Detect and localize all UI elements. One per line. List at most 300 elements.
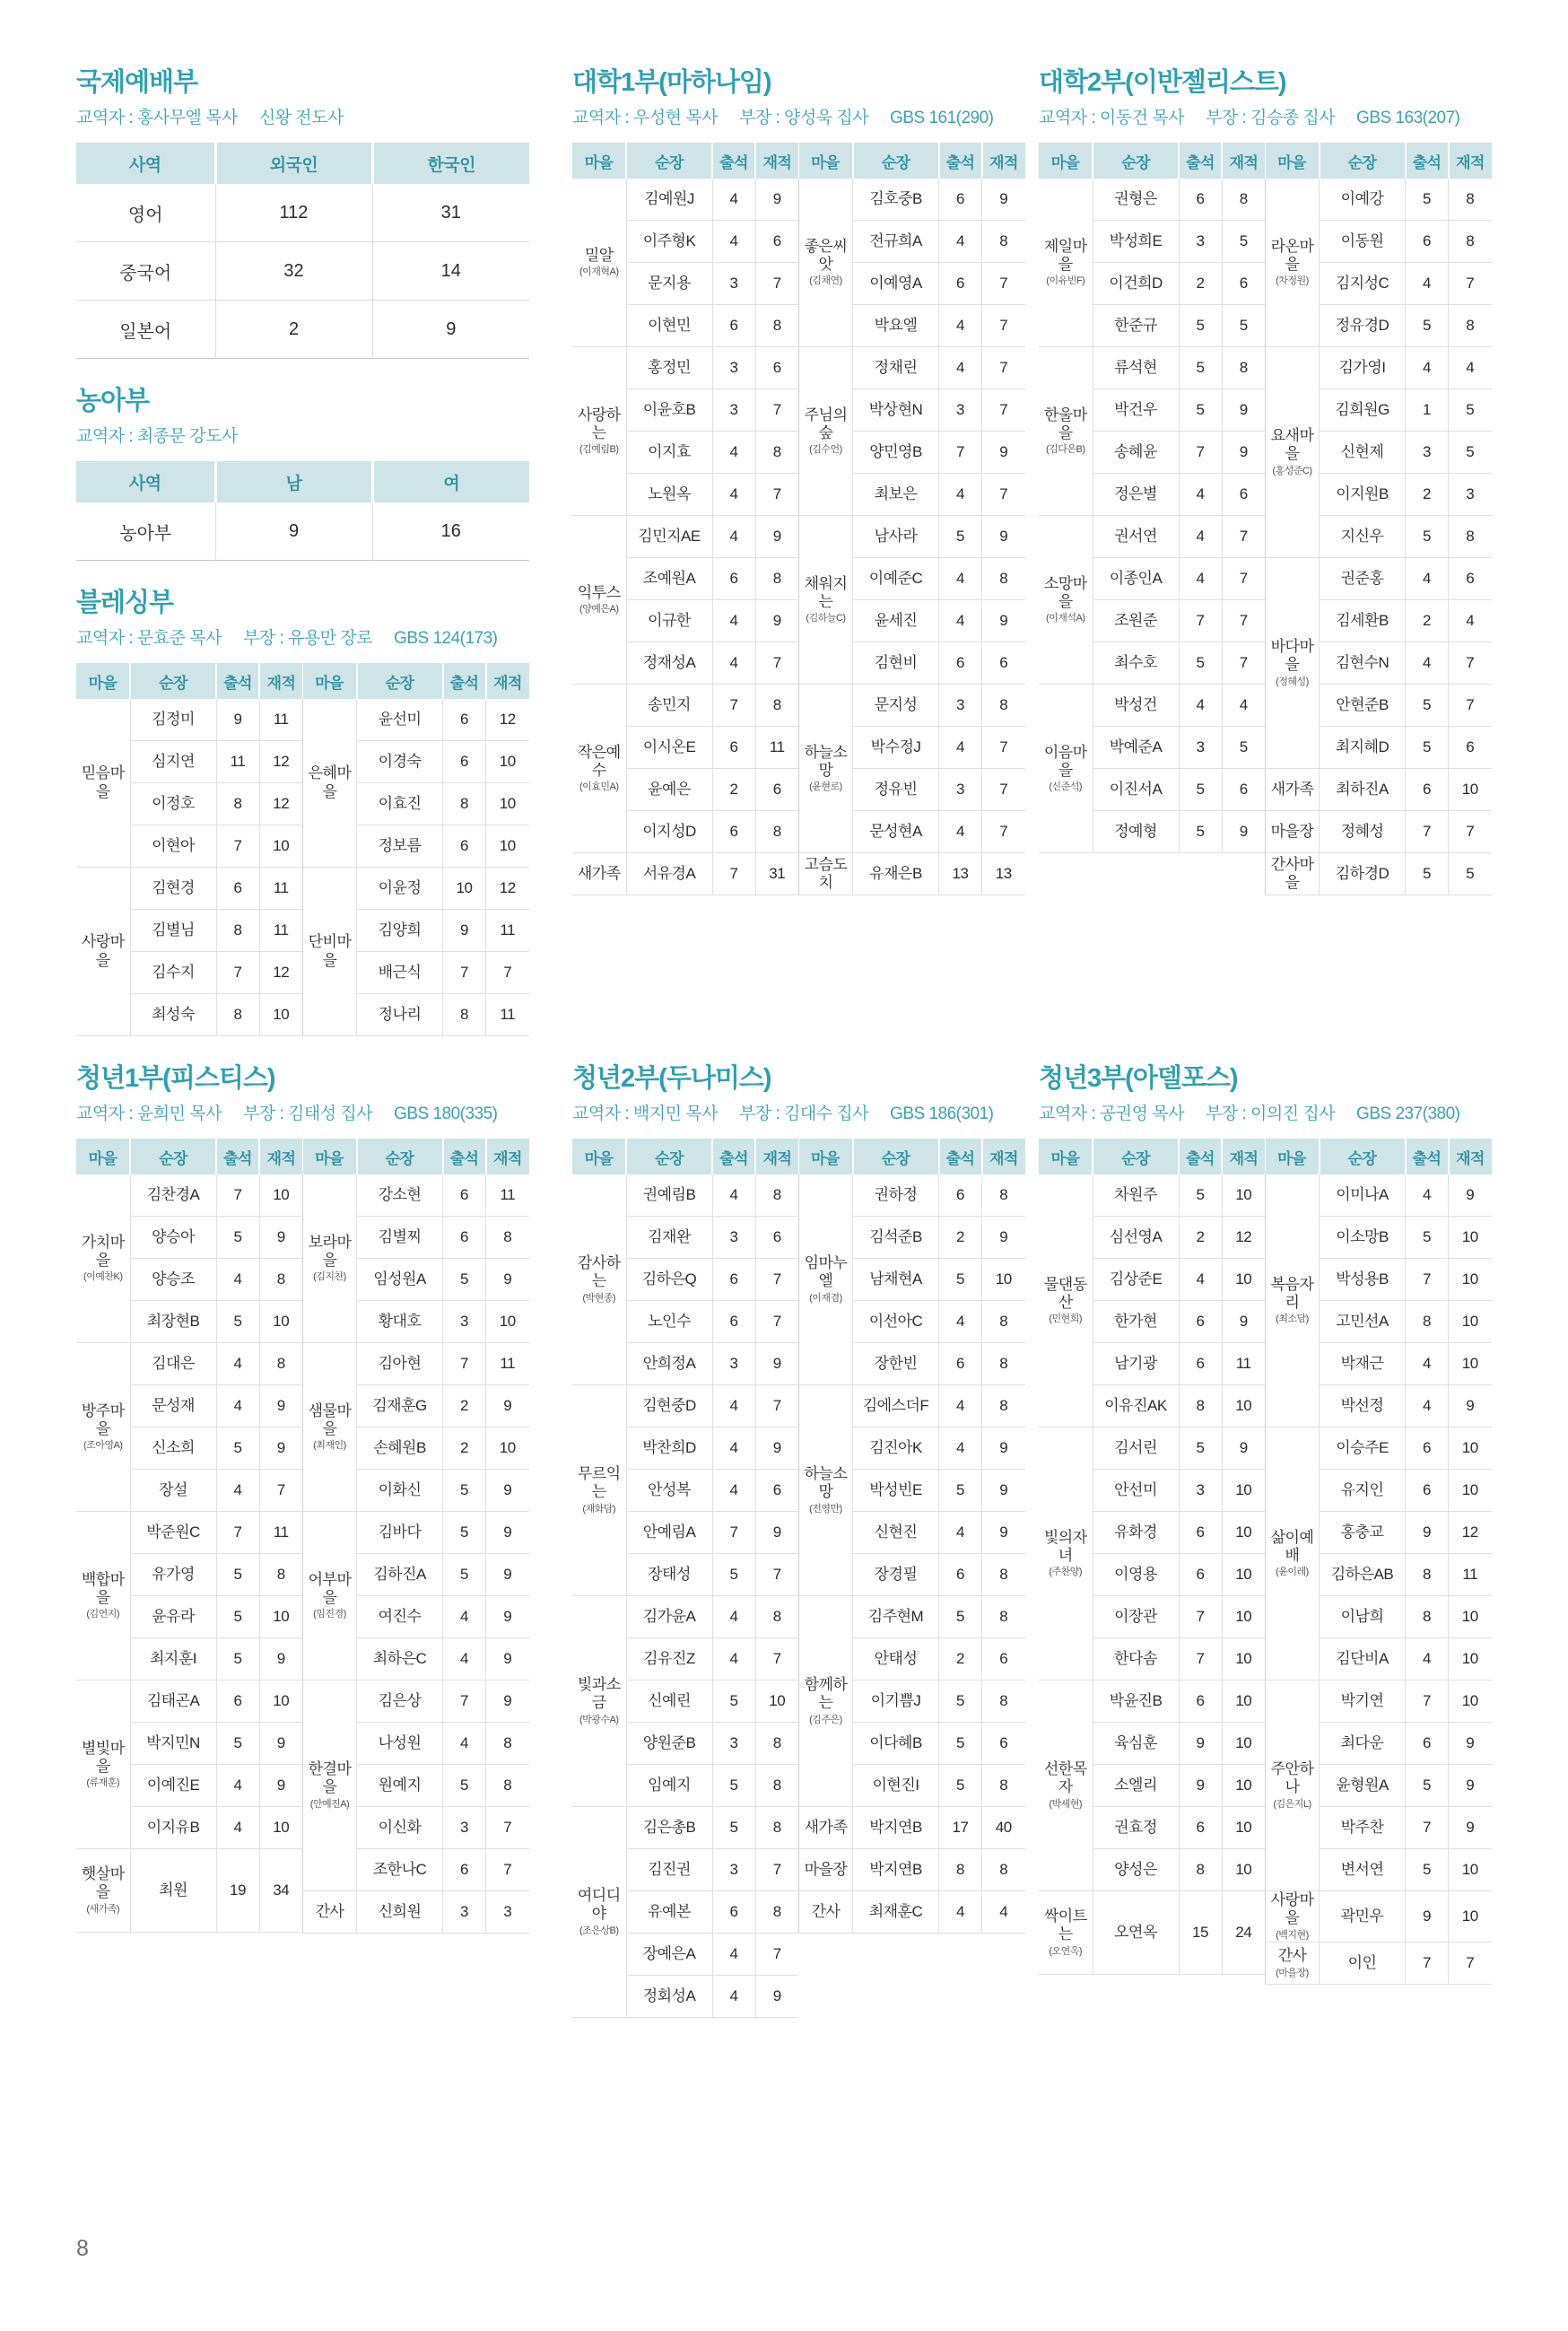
enrollment-count: 9	[1449, 1723, 1492, 1765]
enrollment-count: 9	[259, 1385, 302, 1427]
village-name: 간사	[1277, 1947, 1307, 1965]
village-name: 선한목자	[1043, 1760, 1087, 1796]
leader-name: 김현경	[130, 868, 216, 910]
member-row	[799, 1174, 1025, 1217]
leader-name: 이진서A	[1093, 769, 1179, 811]
enrollment-count: 10	[1449, 1596, 1492, 1638]
attendance-count: 7	[1406, 1681, 1449, 1723]
gbs-half-right	[1265, 1139, 1492, 1985]
header-row	[76, 663, 302, 699]
enrollment-count: 7	[982, 305, 1025, 347]
column-header: 출석	[216, 1139, 259, 1174]
village-name: 은혜마을	[308, 764, 352, 800]
village-leader: (김연지)	[86, 1609, 120, 1620]
village-leader: (김은지L)	[1273, 1798, 1311, 1810]
attendance-count: 5	[443, 1554, 486, 1596]
attendance-count: 4	[712, 221, 755, 263]
count-cell: 32	[215, 242, 372, 301]
leader-name: 권효정	[1093, 1807, 1179, 1849]
attendance-count: 5	[443, 1512, 486, 1554]
enrollment-count: 10	[1449, 1849, 1492, 1891]
attendance-count: 13	[939, 853, 982, 895]
leader-name: 문지용	[626, 263, 712, 305]
village-name: 믿음마을	[81, 764, 125, 800]
header-row	[76, 1139, 302, 1174]
section-title: 국제예배부	[76, 68, 198, 97]
village-cell	[303, 1891, 357, 1934]
member-row	[1266, 1891, 1492, 1942]
enrollment-count: 7	[755, 642, 798, 685]
village-leader: (차정원)	[1276, 275, 1309, 287]
village-cell	[303, 1174, 357, 1343]
column-header: 순장	[853, 1139, 939, 1174]
leader-name: 이미나A	[1320, 1174, 1406, 1217]
leader-name: 김희원G	[1320, 389, 1406, 432]
attendance-count: 4	[712, 1385, 755, 1427]
member-row	[799, 1385, 1025, 1427]
attendance-count: 5	[443, 1765, 486, 1807]
leader-name: 소엘리	[1093, 1765, 1179, 1807]
village-name: 가치마을	[81, 1233, 125, 1269]
leader-name: 박기연	[1320, 1681, 1406, 1723]
leader-name: 홍충교	[1320, 1512, 1406, 1554]
leader-name: 정회성A	[626, 1976, 712, 2018]
village-leader: (이재석A)	[1045, 613, 1085, 624]
attendance-count: 9	[1406, 1891, 1449, 1942]
attendance-count: 6	[1406, 1470, 1449, 1512]
enrollment-count: 9	[755, 1512, 798, 1554]
village-cell	[799, 1849, 853, 1891]
attendance-count: 10	[443, 868, 486, 910]
enrollment-count: 8	[1222, 347, 1265, 389]
enrollment-count: 7	[1449, 811, 1492, 853]
enrollment-count: 4	[1222, 685, 1265, 727]
attendance-count: 4	[216, 1807, 259, 1849]
column-header: 재적	[755, 1139, 798, 1174]
enrollment-count: 7	[982, 263, 1025, 305]
enrollment-count: 8	[755, 1891, 798, 1934]
leader-name: 남사라	[853, 516, 939, 558]
enrollment-count: 9	[982, 516, 1025, 558]
attendance-count: 8	[216, 994, 259, 1036]
attendance-count: 6	[1179, 1343, 1222, 1385]
village-leader: (류재훈)	[86, 1777, 120, 1789]
leader-name: 이현민	[626, 305, 712, 347]
village-leader: (윤현로)	[809, 781, 842, 793]
section-youth2	[572, 1063, 1025, 2018]
enrollment-count: 10	[1222, 1681, 1265, 1723]
member-row	[1039, 1681, 1265, 1723]
attendance-count: 5	[1179, 769, 1222, 811]
leader-name: 홍정민	[626, 347, 712, 389]
leader-name: 차원주	[1093, 1174, 1179, 1217]
enrollment-count: 7	[982, 347, 1025, 389]
leader-name: 한가현	[1093, 1301, 1179, 1343]
leader-name: 김예원J	[626, 179, 712, 221]
attendance-count: 4	[939, 305, 982, 347]
row-label: 중국어	[76, 242, 215, 301]
village-name: 여디디야	[577, 1887, 621, 1923]
column-header: 마을	[1039, 143, 1093, 179]
attendance-count: 7	[443, 1343, 486, 1385]
leader-name: 나성원	[357, 1723, 443, 1765]
village-name: 임마누엘	[804, 1254, 848, 1290]
section-college2	[1039, 67, 1492, 895]
attendance-count: 7	[1179, 600, 1222, 642]
village-cell	[572, 685, 626, 853]
enrollment-count: 12	[1222, 1217, 1265, 1259]
attendance-count: 8	[1179, 1849, 1222, 1891]
village-name: 채워지는	[804, 574, 848, 610]
attendance-summary-table	[76, 143, 529, 359]
attendance-count: 7	[216, 1512, 259, 1554]
leader-name: 양승조	[130, 1259, 216, 1301]
village-cell	[76, 1681, 130, 1849]
section-youth3	[1039, 1063, 1492, 1985]
attendance-count: 7	[443, 1681, 486, 1723]
leader-name: 신희원	[357, 1891, 443, 1934]
leader-name: 임성원A	[357, 1259, 443, 1301]
village-cell	[572, 516, 626, 685]
header-row	[303, 663, 529, 699]
enrollment-count: 8	[259, 1554, 302, 1596]
attendance-count: 7	[1406, 1942, 1449, 1984]
village-name: 방주마을	[81, 1401, 125, 1437]
attendance-count: 3	[712, 263, 755, 305]
leader-name: 심지연	[130, 741, 216, 783]
enrollment-count: 8	[259, 1343, 302, 1385]
leader-name: 조원준	[1093, 600, 1179, 642]
member-row	[572, 1174, 798, 1217]
village-cell	[799, 685, 853, 853]
enrollment-count: 10	[259, 1681, 302, 1723]
attendance-count: 4	[712, 1596, 755, 1638]
enrollment-count: 5	[1222, 305, 1265, 347]
attendance-count: 3	[939, 685, 982, 727]
enrollment-count: 8	[982, 1301, 1025, 1343]
attendance-count: 4	[939, 221, 982, 263]
leader-name: 김아현	[357, 1343, 443, 1385]
leader-name: 유지인	[1320, 1470, 1406, 1512]
village-cell	[572, 1596, 626, 1807]
leader-name: 최하은C	[357, 1638, 443, 1681]
enrollment-count: 9	[1222, 811, 1265, 853]
enrollment-count: 10	[259, 1301, 302, 1343]
attendance-count: 5	[1406, 1849, 1449, 1891]
attendance-count: 6	[1179, 1681, 1222, 1723]
leader-name: 박지민N	[130, 1723, 216, 1765]
enrollment-count: 10	[1449, 769, 1492, 811]
blessing-table-mount	[76, 663, 529, 1036]
leader-name: 이주형K	[626, 221, 712, 263]
leader-name: 오연옥	[1093, 1891, 1179, 1975]
enrollment-count: 9	[486, 1512, 529, 1554]
leader-name: 신소희	[130, 1427, 216, 1470]
attendance-count: 7	[1179, 432, 1222, 474]
village-leader: (주찬양)	[1049, 1567, 1083, 1578]
attendance-count: 4	[1406, 558, 1449, 600]
enrollment-count: 8	[982, 1554, 1025, 1596]
leader-name: 한준규	[1093, 305, 1179, 347]
leader-name: 김에스더F	[853, 1385, 939, 1427]
leader-name: 장태성	[626, 1554, 712, 1596]
attendance-count: 3	[443, 1891, 486, 1934]
attendance-count: 5	[712, 1554, 755, 1596]
leader-name: 최장현B	[130, 1301, 216, 1343]
enrollment-count: 10	[1222, 1259, 1265, 1301]
attendance-count: 5	[939, 1765, 982, 1807]
village-name: 사랑하는	[577, 406, 621, 441]
column-header: 순장	[130, 663, 216, 699]
attendance-count: 7	[443, 952, 486, 994]
enrollment-count: 7	[755, 1259, 798, 1301]
gbs-table	[572, 1139, 1025, 2018]
village-leader: (마을장)	[1276, 1967, 1309, 1978]
column-header: 출석	[1179, 143, 1222, 179]
village-leader: (김채연)	[809, 275, 842, 287]
attendance-count: 9	[1179, 1723, 1222, 1765]
leader-name: 심선영A	[1093, 1217, 1179, 1259]
member-row	[572, 347, 798, 389]
leader-name: 김지성C	[1320, 263, 1406, 305]
village-cell	[1266, 1942, 1320, 1984]
leader-name: 이예준C	[853, 558, 939, 600]
leader-name: 김재훈G	[357, 1385, 443, 1427]
section-meta	[572, 1103, 1025, 1126]
attendance-count: 4	[712, 179, 755, 221]
attendance-count: 5	[216, 1301, 259, 1343]
column-header: 순장	[626, 143, 712, 179]
village-leader: (민현희)	[1049, 1314, 1083, 1325]
enrollment-count: 9	[486, 1681, 529, 1723]
international-table-mount	[76, 143, 529, 359]
village-leader: (전영만)	[809, 1503, 842, 1515]
leader-name: 이경숙	[357, 741, 443, 783]
village-name: 밀알	[584, 246, 614, 264]
attendance-summary-table	[76, 461, 529, 561]
enrollment-count: 6	[755, 347, 798, 389]
enrollment-count: 6	[1222, 263, 1265, 305]
attendance-count: 7	[1179, 1596, 1222, 1638]
enrollment-count: 12	[486, 868, 529, 910]
gbs-half-right	[798, 143, 1025, 895]
column-header: 마을	[1039, 1139, 1093, 1174]
count-cell: 14	[372, 242, 529, 301]
attendance-count: 5	[1179, 1427, 1222, 1470]
village-name: 주님의숲	[804, 406, 848, 441]
column-header: 마을	[1266, 143, 1320, 179]
attendance-count: 6	[443, 1849, 486, 1891]
leader-name: 강소현	[357, 1174, 443, 1217]
village-name: 주안하나	[1270, 1760, 1314, 1796]
section-meta-item: 신왕 전도사	[258, 109, 344, 127]
attendance-count: 4	[712, 474, 755, 516]
attendance-count: 4	[1406, 1638, 1449, 1681]
gbs-half-right	[1265, 143, 1492, 895]
enrollment-count: 11	[259, 868, 302, 910]
attendance-count: 7	[216, 952, 259, 994]
village-name: 무르익는	[577, 1465, 621, 1501]
village-cell	[1039, 685, 1093, 853]
member-row	[799, 347, 1025, 389]
attendance-count: 4	[712, 1638, 755, 1681]
attendance-count: 4	[939, 558, 982, 600]
leader-name: 유가영	[130, 1554, 216, 1596]
leader-name: 유예본	[626, 1891, 712, 1934]
leader-name: 권서연	[1093, 516, 1179, 558]
village-name: 어부마을	[308, 1570, 352, 1606]
village-leader: (이재겸)	[809, 1292, 842, 1304]
village-cell	[1266, 769, 1320, 811]
column-header: 남	[215, 461, 372, 502]
enrollment-count: 9	[259, 1765, 302, 1807]
enrollment-count: 12	[259, 952, 302, 994]
leader-name: 이예강	[1320, 179, 1406, 221]
enrollment-count: 24	[1222, 1891, 1265, 1975]
leader-name: 정유빈	[853, 769, 939, 811]
attendance-count: 3	[443, 1807, 486, 1849]
column-header: 재적	[259, 663, 302, 699]
enrollment-count: 7	[755, 263, 798, 305]
member-row	[1266, 853, 1492, 895]
village-name: 삶이예배	[1270, 1528, 1314, 1564]
leader-name: 안성복	[626, 1470, 712, 1512]
enrollment-count: 34	[259, 1849, 302, 1933]
village-name: 작은예수	[577, 743, 621, 779]
gbs-half-right	[302, 1139, 529, 1934]
leader-name: 이정호	[130, 783, 216, 825]
village-name: 요새마을	[1270, 427, 1314, 463]
enrollment-count: 9	[755, 179, 798, 221]
attendance-count: 3	[712, 1217, 755, 1259]
village-name: 고슴도치	[804, 855, 848, 891]
village-cell	[572, 853, 626, 895]
leader-name: 박성건	[1093, 685, 1179, 727]
enrollment-count: 5	[1222, 221, 1265, 263]
enrollment-count: 10	[1222, 1723, 1265, 1765]
gbs-half-left	[572, 1139, 798, 2018]
attendance-count: 2	[1179, 1217, 1222, 1259]
member-row	[1039, 516, 1265, 558]
enrollment-count: 10	[1449, 1427, 1492, 1470]
count-cell: 16	[440, 520, 461, 541]
enrollment-count: 6	[755, 1217, 798, 1259]
member-row	[799, 1891, 1025, 1934]
leader-name: 정채린	[853, 347, 939, 389]
leader-name: 윤형원A	[1320, 1765, 1406, 1807]
leader-name: 안현준B	[1320, 685, 1406, 727]
leader-name: 안희정A	[626, 1343, 712, 1385]
attendance-count: 6	[1406, 769, 1449, 811]
leader-name: 박예준A	[1093, 727, 1179, 769]
enrollment-count: 9	[259, 1638, 302, 1681]
attendance-count: 4	[712, 1470, 755, 1512]
leader-name: 김호중B	[853, 179, 939, 221]
attendance-count: 5	[1406, 853, 1449, 895]
attendance-count: 6	[939, 642, 982, 685]
enrollment-count: 9	[259, 1217, 302, 1259]
village-name: 백합마을	[81, 1570, 125, 1606]
attendance-count: 6	[712, 305, 755, 347]
member-row	[76, 1174, 302, 1217]
column-header: 재적	[259, 1139, 302, 1174]
enrollment-count: 10	[486, 1301, 529, 1343]
column-header: 재적	[1222, 143, 1265, 179]
enrollment-count: 7	[755, 474, 798, 516]
leader-name: 박요엘	[853, 305, 939, 347]
leader-name: 김대은	[130, 1343, 216, 1385]
enrollment-count: 6	[982, 642, 1025, 685]
enrollment-count: 5	[1449, 389, 1492, 432]
leader-name: 김하경D	[1320, 853, 1406, 895]
attendance-count: 9	[1179, 1765, 1222, 1807]
village-cell	[799, 1807, 853, 1849]
attendance-count: 2	[1406, 600, 1449, 642]
village-name: 마을장	[804, 1860, 848, 1878]
enrollment-count: 8	[982, 1343, 1025, 1385]
attendance-count: 9	[443, 910, 486, 952]
enrollment-count: 10	[1449, 1301, 1492, 1343]
village-leader: (임진경)	[313, 1609, 346, 1620]
enrollment-count: 9	[982, 600, 1025, 642]
village-leader: (박광수A)	[579, 1714, 619, 1725]
enrollment-count: 6	[1222, 474, 1265, 516]
attendance-count: 4	[1179, 558, 1222, 600]
village-name: 제일마을	[1043, 237, 1087, 273]
attendance-count: 5	[216, 1217, 259, 1259]
enrollment-count: 7	[755, 1554, 798, 1596]
leader-name: 김은상	[357, 1681, 443, 1723]
column-header: 재적	[1449, 1139, 1492, 1174]
attendance-count: 4	[712, 516, 755, 558]
column-header: 순장	[626, 1139, 712, 1174]
member-row	[303, 1174, 529, 1217]
village-leader: (신준석)	[1049, 781, 1083, 793]
leader-name: 이건희D	[1093, 263, 1179, 305]
leader-name: 김세환B	[1320, 600, 1406, 642]
village-leader: (채화담)	[582, 1503, 616, 1515]
enrollment-count: 8	[755, 558, 798, 600]
column-header: 출석	[712, 1139, 755, 1174]
section-blessing	[76, 588, 529, 1036]
village-leader: (안예진A)	[309, 1798, 350, 1810]
attendance-count: 5	[1406, 179, 1449, 221]
attendance-count: 3	[712, 1723, 755, 1765]
leader-name: 권예림B	[626, 1174, 712, 1217]
enrollment-count: 7	[755, 1385, 798, 1427]
section-meta-item: GBS 161(290)	[890, 109, 994, 127]
enrollment-count: 40	[982, 1807, 1025, 1849]
leader-name: 최성숙	[130, 994, 216, 1036]
leader-name: 김가영I	[1320, 347, 1406, 389]
table-row	[76, 242, 529, 301]
enrollment-count: 9	[982, 1470, 1025, 1512]
village-name: 소망마을	[1043, 574, 1087, 610]
enrollment-count: 10	[982, 1259, 1025, 1301]
column-header: 마을	[76, 1139, 130, 1174]
member-row	[76, 1681, 302, 1723]
column-header: 재적	[982, 1139, 1025, 1174]
leader-name: 이시온E	[626, 727, 712, 769]
village-cell	[303, 868, 357, 1036]
member-row	[1266, 179, 1492, 221]
village-name: 좋은씨앗	[804, 237, 848, 273]
village-name: 사랑마을	[81, 933, 125, 969]
enrollment-count: 11	[1449, 1554, 1492, 1596]
count-cell: 2	[215, 301, 372, 359]
attendance-count: 8	[443, 994, 486, 1036]
village-cell	[572, 179, 626, 347]
